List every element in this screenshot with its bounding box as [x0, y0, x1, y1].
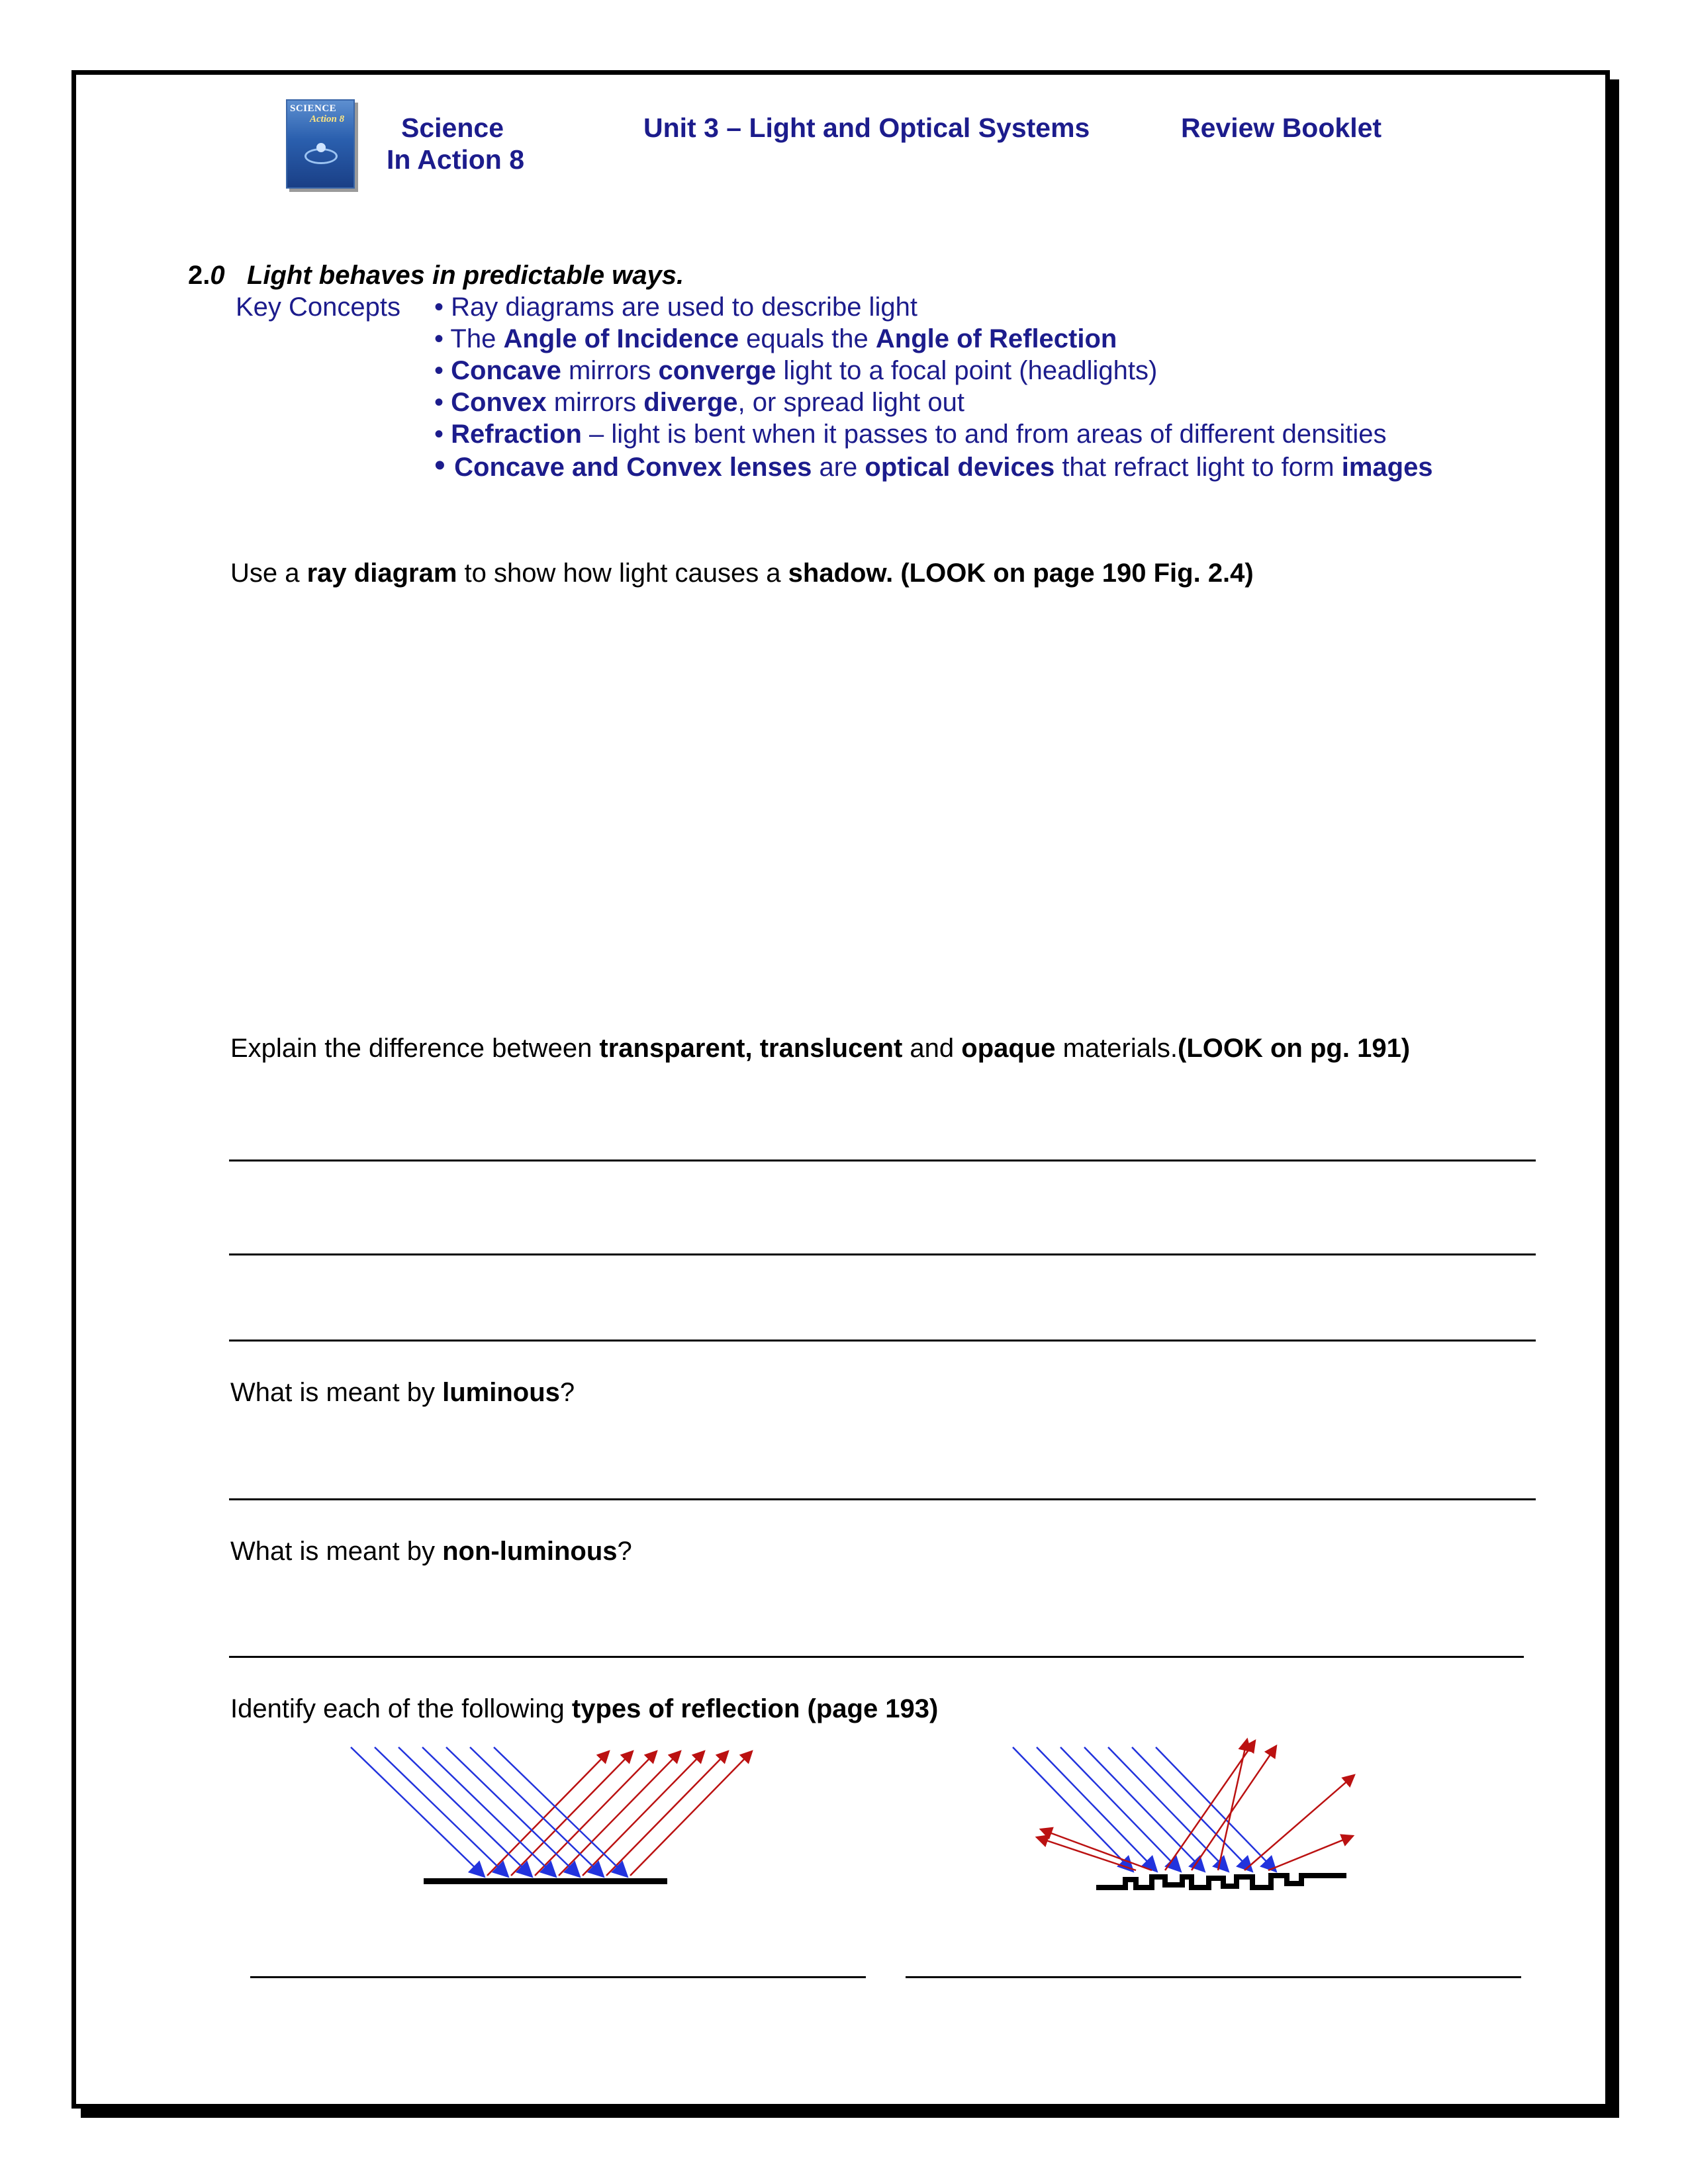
text: Use a	[230, 559, 307, 588]
bold-text: (LOOK on pg. 191)	[1178, 1034, 1411, 1063]
answer-line-diffuse-reflection[interactable]	[906, 1976, 1521, 1978]
text: ?	[617, 1537, 632, 1566]
incident-ray	[1108, 1747, 1227, 1870]
bold-text: Concave	[451, 356, 561, 385]
incident-ray	[1156, 1747, 1275, 1870]
key-concepts-label: Key Concepts	[236, 293, 401, 322]
logo-subtitle: Action 8	[310, 114, 345, 124]
text: and	[902, 1034, 962, 1063]
text: What is meant by	[230, 1378, 443, 1407]
reflected-ray	[559, 1751, 680, 1876]
bold-text: optical devices	[865, 453, 1055, 482]
text: , or spread light out	[737, 388, 964, 417]
incident-ray	[494, 1747, 626, 1876]
incident-ray	[1037, 1747, 1156, 1870]
incident-ray	[470, 1747, 602, 1876]
bullet: •	[434, 448, 455, 483]
text: to show how light causes a	[457, 559, 788, 588]
section-number-italic: 0	[210, 261, 225, 290]
text: Ray diagrams are used to describe light	[451, 293, 917, 322]
incident-ray	[375, 1747, 507, 1876]
reflected-ray	[535, 1751, 657, 1876]
rough-surface	[1096, 1876, 1346, 1888]
bullet: •	[434, 420, 451, 449]
reflected-ray	[487, 1751, 609, 1876]
bold-text: Angle of Reflection	[875, 324, 1117, 353]
header-title-line2: In Action 8	[387, 144, 525, 175]
incident-ray	[1013, 1747, 1132, 1870]
reflected-ray	[1268, 1836, 1353, 1870]
bullet: •	[434, 324, 451, 353]
bullet: •	[434, 356, 451, 385]
text: mirrors	[561, 356, 659, 385]
text: Identify each of the following	[230, 1694, 572, 1723]
reflected-ray	[1037, 1837, 1136, 1870]
bullet: •	[434, 388, 451, 417]
bold-text: converge	[658, 356, 776, 385]
incident-ray	[399, 1747, 531, 1876]
bold-text: non-luminous	[442, 1537, 618, 1566]
bold-text: luminous	[442, 1378, 560, 1407]
bold-text: shadow. (LOOK on page 190 Fig. 2.4)	[788, 559, 1254, 588]
header-booklet: Review Booklet	[1181, 113, 1382, 143]
incident-ray	[351, 1747, 483, 1876]
text: materials.	[1055, 1034, 1178, 1063]
bold-text: types of reflection (page 193)	[571, 1694, 939, 1723]
bold-text: diverge	[643, 388, 738, 417]
reflected-ray	[630, 1751, 752, 1876]
reflected-ray	[1244, 1775, 1354, 1870]
answer-line-regular-reflection[interactable]	[250, 1976, 866, 1978]
text: that refract light to form	[1055, 453, 1342, 482]
text: mirrors	[546, 388, 644, 417]
text: light to a focal point (headlights)	[776, 356, 1158, 385]
header-title-line1: Science	[401, 113, 504, 143]
text: The	[450, 324, 504, 353]
reflected-ray	[583, 1751, 704, 1876]
text: equals the	[739, 324, 876, 353]
regular-reflection-diagram	[351, 1747, 752, 1884]
bold-text: Angle of Incidence	[503, 324, 739, 353]
text: Explain the difference between	[230, 1034, 600, 1063]
text: are	[812, 453, 865, 482]
bold-text: Convex	[451, 388, 547, 417]
text: ?	[559, 1378, 575, 1407]
bold-text: images	[1341, 453, 1433, 482]
diffuse-reflection-diagram	[1013, 1739, 1354, 1888]
reflected-ray	[1165, 1741, 1255, 1870]
incident-ray	[422, 1747, 555, 1876]
bold-text: opaque	[961, 1034, 1056, 1063]
section-title: Light behaves in predictable ways.	[246, 261, 684, 290]
header-unit: Unit 3 – Light and Optical Systems	[643, 113, 1090, 143]
smooth-surface	[424, 1878, 667, 1884]
reflected-ray	[606, 1751, 728, 1876]
incident-ray	[446, 1747, 579, 1876]
logo-title: SCIENCE	[290, 103, 337, 114]
text: What is meant by	[230, 1537, 443, 1566]
bold-text: ray diagram	[306, 559, 457, 588]
bold-text: Refraction	[451, 420, 582, 449]
text: – light is bent when it passes to and from areas of different densities	[581, 420, 1387, 449]
bold-text: Concave and Convex lenses	[454, 453, 812, 482]
reflected-ray	[511, 1751, 633, 1876]
section-number: 2.	[188, 261, 211, 290]
bullet: •	[434, 293, 451, 322]
bold-text: transparent, translucent	[599, 1034, 903, 1063]
